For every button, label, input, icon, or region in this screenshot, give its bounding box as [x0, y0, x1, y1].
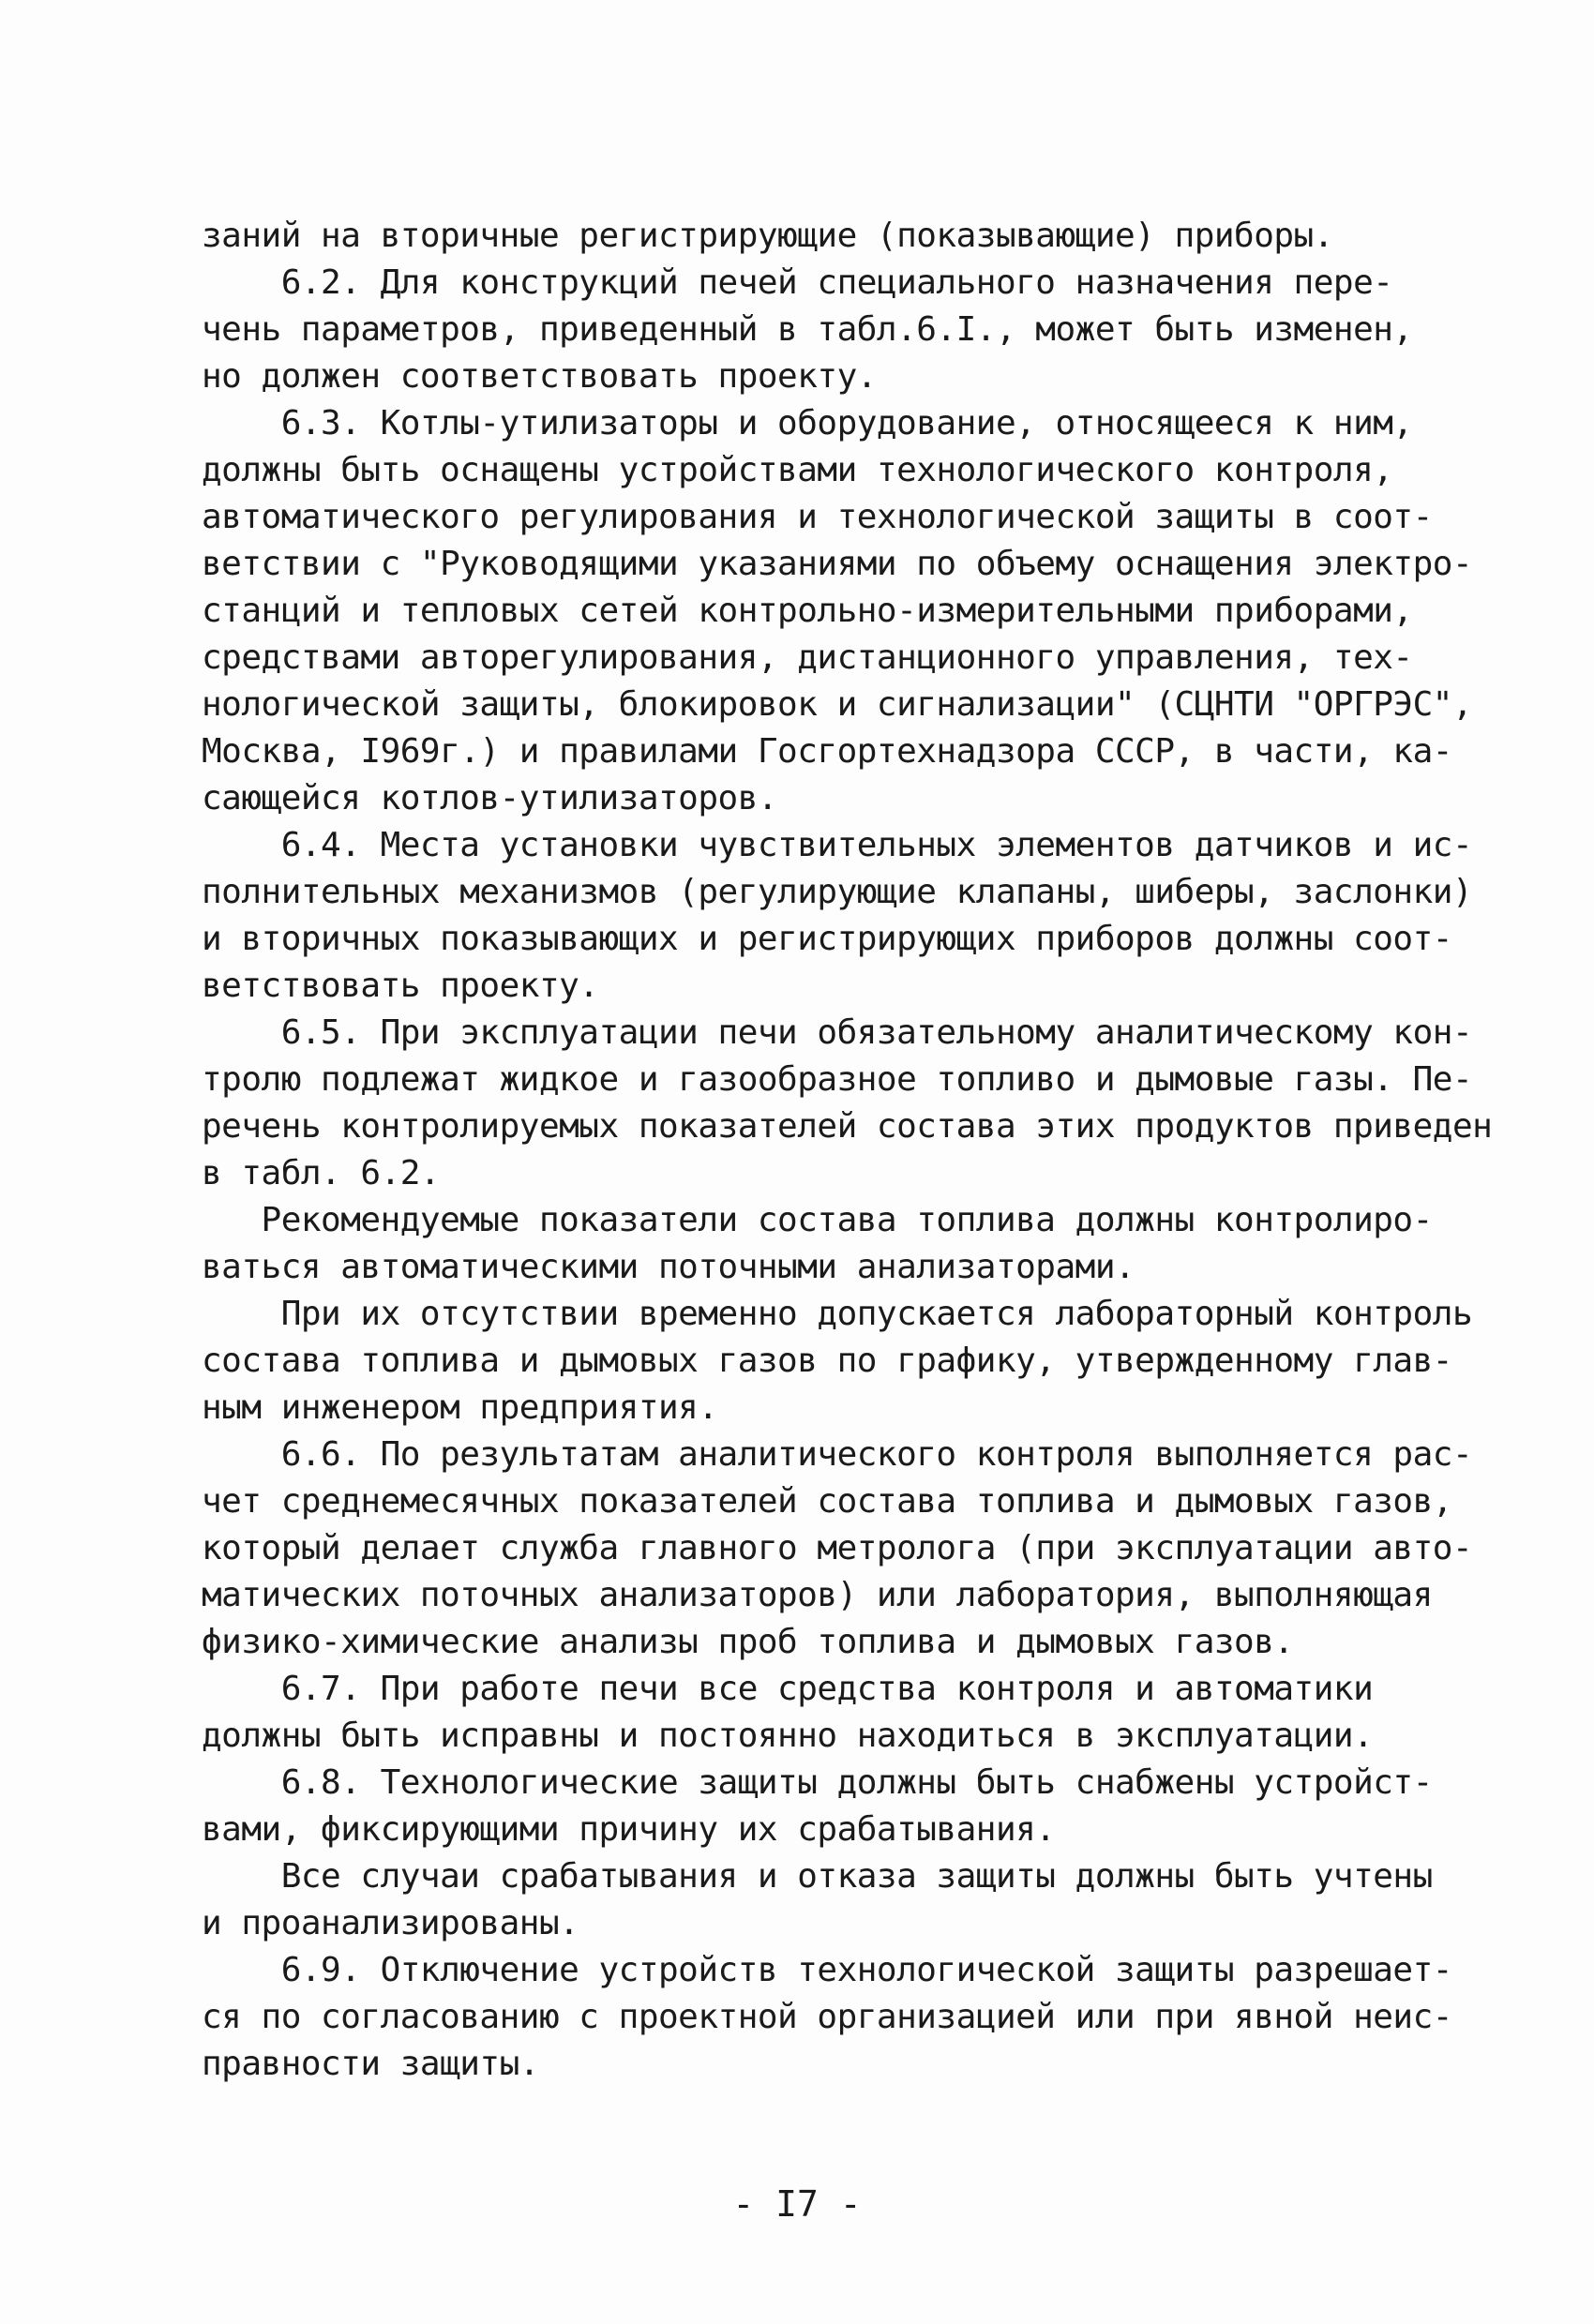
text-line: ным инженером предприятия.: [202, 1388, 718, 1427]
text-line: правности защиты.: [202, 2045, 539, 2083]
text-line: Все случаи срабатывания и отказа защиты должны быть учтены: [202, 1857, 1433, 1896]
text-line: средствами авторегулирования, дистанционного управления, тех-: [202, 638, 1413, 677]
text-line: речень контролируемых показателей состава этих продуктов приведен: [202, 1107, 1493, 1146]
text-line: должны быть оснащены устройствами технологического контроля,: [202, 451, 1393, 489]
text-line: в табл. 6.2.: [202, 1154, 441, 1192]
text-line: 6.4. Места установки чувствительных элементов датчиков и ис-: [202, 826, 1473, 864]
text-line: Рекомендуемые показатели состава топлива должны контролиро-: [202, 1201, 1433, 1239]
text-line: 6.6. По результатам аналитического контроля выполняется рас-: [202, 1435, 1473, 1474]
text-line: станций и тепловых сетей контрольно-измерительными приборами,: [202, 592, 1413, 630]
page-number: - I7 -: [732, 2183, 862, 2225]
text-line: 6.2. Для конструкций печей специального назначения пере-: [202, 263, 1393, 302]
text-line: При их отсутствии временно допускается лабораторный контроль: [202, 1295, 1473, 1333]
text-line: ветствии с "Руководящими указаниями по объему оснащения электро-: [202, 545, 1473, 583]
text-line: чет среднемесячных показателей состава топлива и дымовых газов,: [202, 1482, 1452, 1521]
text-line: должны быть исправны и постоянно находиться в эксплуатации.: [202, 1717, 1374, 1755]
text-line: 6.5. При эксплуатации печи обязательному аналитическому кон-: [202, 1013, 1473, 1052]
text-line: ся по согласованию с проектной организацией или при явной неис-: [202, 1998, 1452, 2036]
text-line: тролю подлежат жидкое и газообразное топливо и дымовые газы. Пе-: [202, 1060, 1473, 1099]
text-line: 6.9. Отключение устройств технологической защиты разрешает-: [202, 1951, 1452, 1989]
text-line: ветствовать проекту.: [202, 967, 599, 1005]
text-line: и вторичных показывающих и регистрирующих приборов должны соот-: [202, 920, 1452, 958]
text-line: 6.8. Технологические защиты должны быть снабжены устройст-: [202, 1763, 1433, 1802]
text-line: вами, фиксирующими причину их срабатывания.: [202, 1810, 1056, 1849]
text-line: но должен соответствовать проекту.: [202, 357, 877, 396]
text-line: физико-химические анализы проб топлива и дымовых газов.: [202, 1623, 1294, 1661]
text-line: 6.3. Котлы-утилизаторы и оборудование, относящееся к ним,: [202, 404, 1413, 442]
text-line: состава топлива и дымовых газов по графику, утвержденному глав-: [202, 1342, 1452, 1380]
text-line: Москва, I969г.) и правилами Госгортехнадзора СССР, в части, ка-: [202, 732, 1452, 771]
text-line: чень параметров, приведенный в табл.6.I., может быть изменен,: [202, 310, 1413, 349]
text-line: и проанализированы.: [202, 1904, 579, 1942]
text-line: 6.7. При работе печи все средства контроля и автоматики: [202, 1670, 1374, 1708]
text-line: нологической защиты, блокировок и сигнализации" (СЦНТИ "ОРГРЭС",: [202, 685, 1473, 724]
text-line: заний на вторичные регистрирующие (показывающие) приборы.: [202, 217, 1333, 255]
text-line: матических поточных анализаторов) или лаборатория, выполняющая: [202, 1576, 1433, 1614]
text-line: автоматического регулирования и технологической защиты в соот-: [202, 498, 1433, 536]
text-line: сающейся котлов-утилизаторов.: [202, 779, 778, 817]
text-line: ваться автоматическими поточными анализаторами.: [202, 1248, 1135, 1286]
text-line: который делает служба главного метролога (при эксплуатации авто-: [202, 1529, 1473, 1567]
text-line: полнительных механизмов (регулирующие клапаны, шиберы, заслонки): [202, 873, 1473, 911]
